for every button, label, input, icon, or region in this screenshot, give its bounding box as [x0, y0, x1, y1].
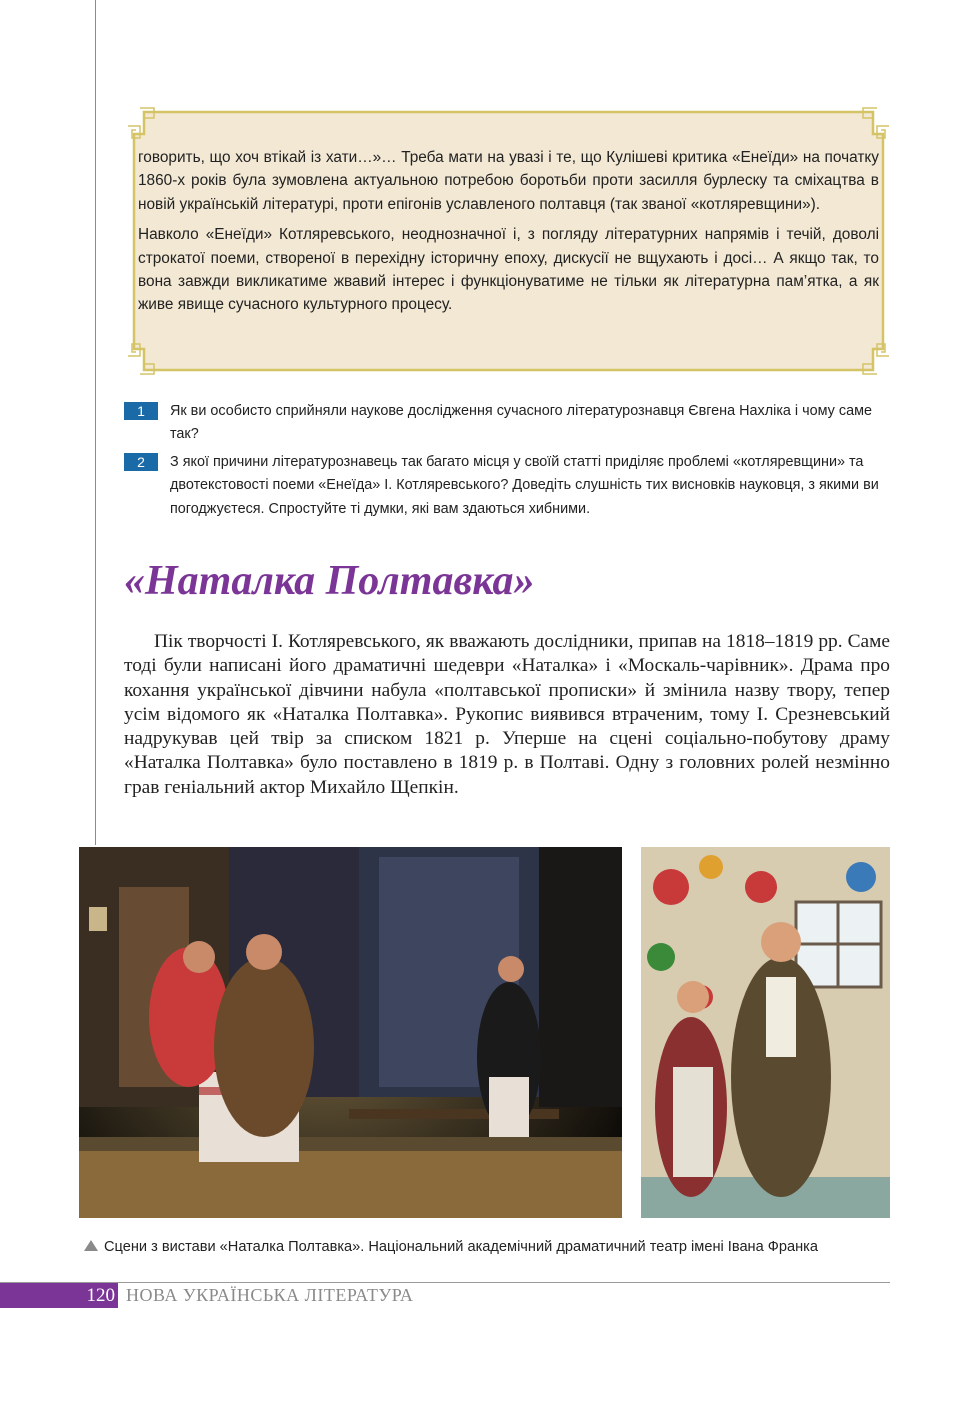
frame-paragraph: Навколо «Енеїди» Котляревського, неоднозначної і, з погляду літературних напрямів і течій, доволі строкатої поеми, створеної в перехідну історичну епоху, дискусії не вщухають і досі… А якщо так, то вона завжди викликатиме жвавий інтерес і функціонуватиме не тільки як літературна пам’ятка, а як живе явище сучасного культурного процесу.: [138, 226, 879, 314]
questions-list: [124, 400, 890, 525]
section-title: «Наталка Полтавка»: [124, 558, 535, 604]
question-item: [124, 400, 890, 447]
question-text: Як ви особисто сприйняли наукове дослідження сучасного літературознавця Євгена Нахліка і чому саме так?: [170, 403, 872, 443]
book-title: НОВА УКРАЇНСЬКА ЛІТЕРАТУРА: [126, 1285, 414, 1305]
question-number-badge: 2: [124, 453, 158, 471]
stage-photo-1: [79, 847, 622, 1218]
question-item: [124, 451, 890, 521]
question-number-badge: 1: [124, 402, 158, 420]
body-paragraph: Пік творчості І. Котляревського, як вважають дослідники, припав на 1818–1819 рр. Саме тоді були написані його драматичні шедеври «Наталка» і «Москаль-чарівник». Драма про кохання української дівчини набула «полтавської прописки» й змінила назву твору, тепер усім відомого як «Наталка Полтавка». Рукопис виявився втраченим, тому І. Срезневський надрукував цей твір за списком 1821 р. Уперше на сцені соціально-побутову драму «Наталка Полтавка» було поставлено в 1819 р. в Полтаві. Одну з головних ролей незмінно грав геніальний актор Михайло Щепкін.: [124, 631, 890, 798]
stage-photo-2: [641, 847, 890, 1218]
quote-frame: [126, 104, 891, 378]
caption-text: Сцени з вистави «Наталка Полтавка». Національний академічний драматичний театр імені Івана Франка: [104, 1239, 818, 1255]
page-number: 120: [86, 1285, 115, 1306]
photo-caption: [84, 1237, 894, 1257]
triangle-up-icon: [84, 1240, 98, 1251]
margin-rule: [95, 0, 96, 845]
question-text: З якої причини літературознавець так багато місця у своїй статті приділяє проблемі «котляревщини» та двотекстовості поеми «Енеїда» І. Котляревського? Доведіть слушність тих висновків науковця, з якими ви погоджуєтеся. Спростуйте ті думки, які вам здаються хибними.: [170, 453, 879, 517]
frame-paragraph: говорить, що хоч втікай із хати…»… Треба мати на увазі і те, що Кулішеві критика «Енеїди» на початку 1860-х років була зумовлена актуальною потребою боротьби проти засилля бурлеску та сміхацтва в новій українській літературі, проти епігонів уславленого полтавця (так званої «котляревщини»).: [138, 149, 879, 213]
